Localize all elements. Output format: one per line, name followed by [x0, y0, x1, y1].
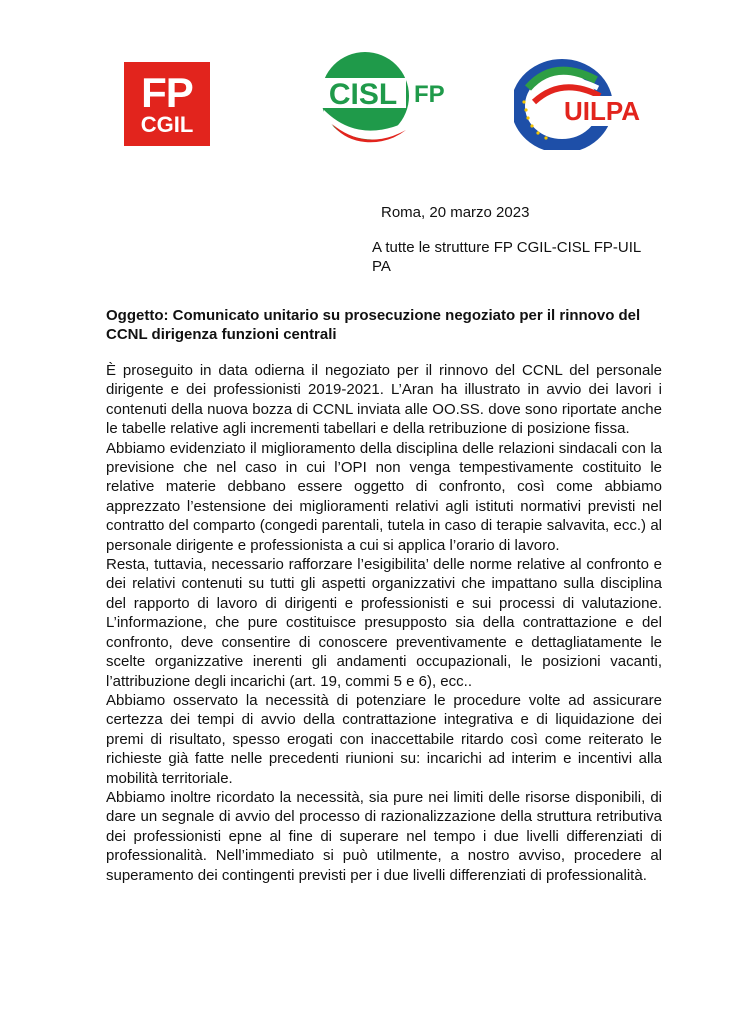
- letter-date: Roma, 20 marzo 2023: [381, 204, 530, 221]
- fp-cgil-logo: [124, 62, 210, 146]
- cisl-logo-fp-text: FP: [414, 81, 445, 108]
- cisl-logo-text: CISL: [328, 78, 398, 111]
- uilpa-logo-text: UILPA: [563, 96, 641, 126]
- letter-subject: Oggetto: Comunicato unitario su prosecuzione negoziato per il rinnovo del CCNL dirigenza funzioni centrali: [106, 307, 641, 343]
- fp-cgil-logo-fp: FP: [141, 69, 193, 116]
- body-paragraph-1: È proseguito in data odierna il negoziato per il rinnovo del CCNL del personale dirigente e dei professionisti 2019-2021. L’Aran ha illustrato in avvio dei lavori i contenuti della nuova bozza di CCNL inviata alle OO.SS. dove sono riportate anche le tabelle relative agli incrementi tabellari e della retribuzione di posizione fissa.: [106, 362, 662, 438]
- body-paragraph-5: Abbiamo inoltre ricordato la necessità, sia pure nei limiti delle risorse disponibili, di dare un segnale di avvio del processo di razionalizzazione della struttura retributiva dei professionisti epne al fine di superare nel tempo i due livelli differenziati di professionalità. Nell’immediato si può utilmente, a nostro avviso, procedere al superamento dei contingenti previsti per i due livelli differenziati di professionalità.: [106, 788, 662, 884]
- body-paragraph-4: Abbiamo osservato la necessità di potenziare le procedure volte ad assicurare certezza dei tempi di avvio della contrattazione integrativa e di liquidazione dei premi di risultato, spesso erogati con inaccettabile ritardo così come reiterato le richieste già fatte nelle precedenti riunioni su: incarichi ad interim e incentivi alla mobilità territoriale.: [106, 691, 662, 787]
- uilpa-logo: [514, 58, 654, 150]
- cisl-fp-logo: [318, 52, 458, 144]
- letter-recipient: A tutte le strutture FP CGIL-CISL FP-UIL PA: [372, 239, 641, 275]
- fp-cgil-logo-cgil: CGIL: [140, 112, 194, 137]
- letter-body: [106, 361, 662, 885]
- body-paragraph-3: Resta, tuttavia, necessario rafforzare l’esigibilita’ delle norme relative al confronto e dei relativi contenuti su tutti gli aspetti organizzativi che impattano sulla disciplina del rapporto di lavoro di dirigenti e professionisti e sui processi di valutazione. L’informazione, che pure costituisce presupposto sia della contrattazione e del confronto, deve consentire di conoscere preventivamente e dettagliatamente le scelte organizzative inerenti gli andamenti occupazionali, le posizioni vacanti, l’attribuzione degli incarichi (art. 19, commi 5 e 6), ecc..: [106, 556, 662, 690]
- body-paragraph-2: Abbiamo evidenziato il miglioramento della disciplina delle relazioni sindacali con la previsione che nel caso in cui l’OPI non venga tempestivamente costituito le relative materie debbano essere oggetto di confronto, così come abbiamo apprezzato l’estensione dei miglioramenti relativi agli istituti normativi previsti nel contratto del comparto (congedi parentali, tutela in caso di terapie salvavita, ecc.) al personale dirigente e professionista a cui si applica l’orario di lavoro.: [106, 439, 662, 554]
